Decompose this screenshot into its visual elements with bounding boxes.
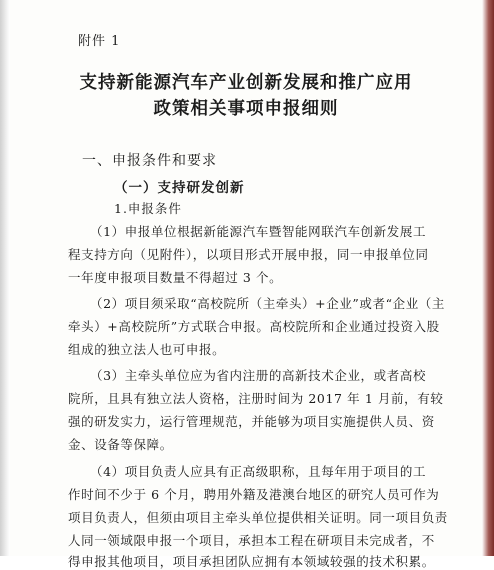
attachment-label: 附件 1 — [78, 34, 121, 49]
document-title-line-1: 支持新能源汽车产业创新发展和推广应用 — [79, 73, 413, 93]
section-heading: 一、申报条件和要求 — [82, 153, 217, 169]
body-line: 院所，且具有独立法人资格，注册时间为 2017 年 1 月前，有较 — [68, 391, 444, 406]
scan-shadow-left — [0, 0, 10, 556]
body-line: （2）项目须采取“高校院所（主牵头）+企业”或者“企业（主 — [90, 296, 445, 311]
body-line: 强的研发实力，运行管理规范，并能够为项目实施提供人员、资 — [68, 414, 435, 429]
body-line: 程支持方向（见附件），以项目形式开展申报，同一申报单位同 — [68, 247, 429, 262]
document-page — [10, 0, 482, 569]
body-line: （4）项目负责人应具有正高级职称，且每年用于项目的工 — [90, 464, 427, 479]
document-title-line-2: 政策相关事项申报细则 — [153, 99, 339, 119]
body-line: 一年度申报项目数量不得超过 3 个。 — [68, 270, 283, 285]
item-heading: 1.申报条件 — [114, 201, 182, 216]
body-line: （1）申报单位根据新能源汽车暨智能网联汽车创新发展工 — [90, 224, 427, 239]
subsection-heading: （一）支持研发创新 — [114, 180, 245, 196]
body-line: 金、设备等保障。 — [68, 437, 173, 452]
scan-binding-edge-right — [482, 0, 494, 556]
body-line: 项目负责人，但须由项目主牵头单位提供相关证明。同一项目负责 — [68, 510, 448, 525]
body-line: 牵头）+高校院所”方式联合申报。高校院所和企业通过投资入股 — [68, 319, 440, 334]
body-line: 人同一领域限申报一个项目，承担本工程在研项目未完成者，不 — [68, 533, 435, 548]
body-line: （3）主牵头单位应为省内注册的高新技术企业，或者高校 — [90, 368, 427, 383]
body-line: 组成的独立法人也可申报。 — [68, 342, 226, 357]
body-line: 作时间不少于 6 个月，聘用外籍及港澳台地区的研究人员可作为 — [68, 487, 440, 502]
body-line: 得申报其他项目，项目承担团队应拥有本领域较强的技术积累。 — [68, 554, 435, 569]
